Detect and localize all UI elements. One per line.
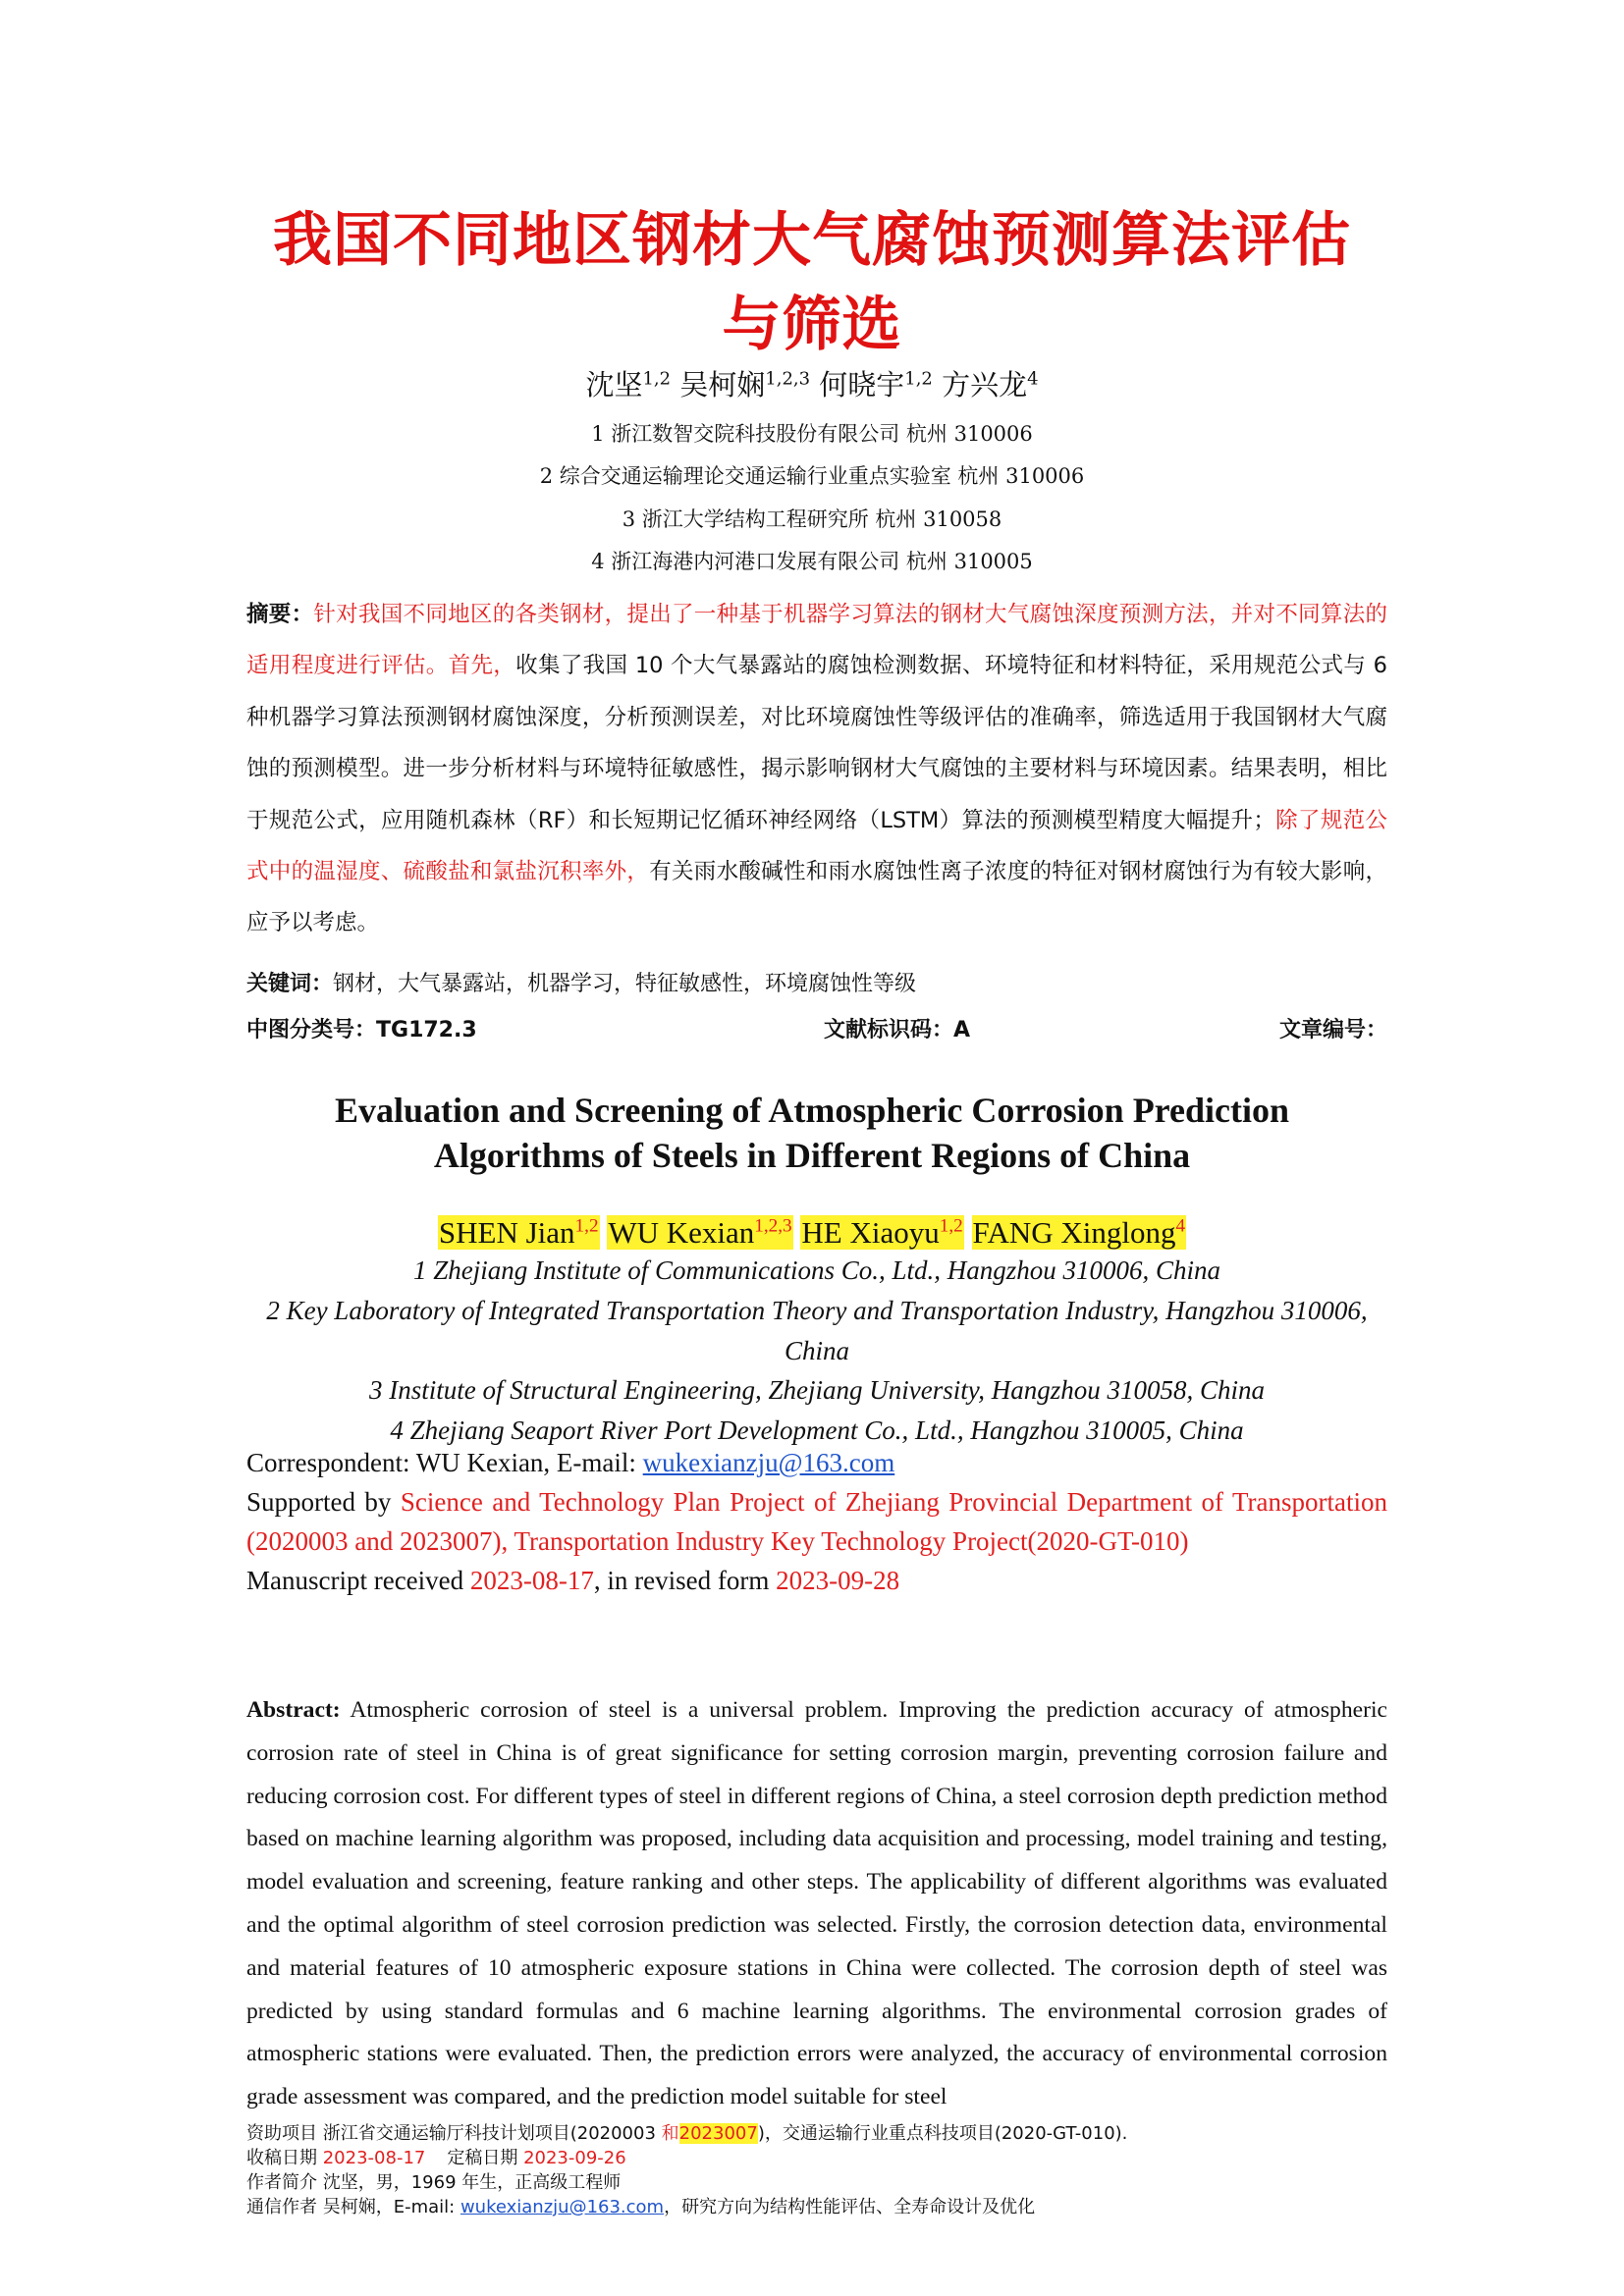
footnotes (246, 2121, 1387, 2219)
dates-footnote (246, 2146, 1387, 2170)
classification-row (246, 1011, 1387, 1050)
cn-author: 吴柯娴 (679, 368, 766, 401)
received-date-cn: 2023-08-17 (322, 2148, 426, 2168)
author-bio-footnote: 作者简介 沈坚，男，1969 年生，正高级工程师 (246, 2172, 622, 2193)
en-abstract-label: Abstract: (246, 1697, 341, 1723)
cn-affiliation: 1 浙江数智交院科技股份有限公司 杭州 310006 (591, 422, 1033, 446)
en-author (800, 1215, 963, 1250)
en-affiliation: 1 Zhejiang Institute of Communications Co., Ltd., Hangzhou 310006, China (412, 1255, 1221, 1285)
cn-abstract-red-text: 除了规范公式中的温湿度、硫酸盐和氯盐沉积率外， (246, 807, 1387, 885)
funding-number: 2023007 (678, 2123, 758, 2144)
cn-author: 何晓宇 (819, 368, 905, 401)
cn-title-line2: 与筛选 (722, 291, 902, 359)
manuscript-dates (246, 1561, 1387, 1600)
cn-title-line1: 我国不同地区钢材大气腐蚀预测算法评估 (273, 206, 1351, 275)
en-title (147, 1088, 1477, 1178)
corresponding-footnote (246, 2195, 1387, 2219)
en-author-name: SHEN Jian (438, 1215, 575, 1250)
document-code: 文献标识码：A (824, 1018, 971, 1042)
funding-prefix: 资助项目 浙江省交通运输厅科技计划项目(2020003 (246, 2123, 662, 2144)
cn-keywords (246, 965, 1387, 1004)
en-title-line2: Algorithms of Steels in Different Regions of China (433, 1136, 1191, 1175)
correspondent-line (246, 1443, 1387, 1482)
en-title-line1: Evaluation and Screening of Atmospheric Corrosion Prediction (334, 1091, 1290, 1130)
en-affiliation: 3 Institute of Structural Engineering, Zhejiang University, Hangzhou 310058, China (369, 1375, 1265, 1406)
funding-text: Science and Technology Plan Project of Zhejiang Provincial Department of Transportation (2020003 and 2023007), Transportation Industry Key Technology Project(2020-GT-010) (246, 1487, 1387, 1556)
corr-prefix: 通信作者 吴柯娴，E-mail: (246, 2197, 460, 2217)
en-abstract (246, 1689, 1387, 2119)
en-author-aff: 1,2,3 (754, 1215, 792, 1237)
supported-label: Supported by (246, 1487, 401, 1517)
cn-author-aff: 1,2,3 (765, 368, 811, 390)
en-author-name: FANG Xinglong (972, 1215, 1176, 1250)
clc-number: 中图分类号：TG172.3 (246, 1018, 477, 1042)
en-author-aff: 1,2 (574, 1215, 599, 1237)
corr-email-link[interactable]: wukexianzju@163.com (460, 2197, 665, 2217)
received-label-cn: 收稿日期 (246, 2148, 323, 2168)
en-author-name: WU Kexian (608, 1215, 755, 1250)
revised-date: 2023-09-28 (776, 1566, 900, 1595)
cn-affiliation: 4 浙江海港内河港口发展有限公司 杭州 310005 (591, 550, 1033, 573)
en-author (438, 1215, 600, 1250)
correspondent-label: Correspondent: WU Kexian, E-mail: (246, 1448, 643, 1477)
funding-and: 和 (661, 2123, 679, 2144)
cn-keywords-text: 钢材，大气暴露站，机器学习，特征敏感性，环境腐蚀性等级 (333, 972, 917, 996)
supported-line (246, 1482, 1387, 1561)
funding-footnote (246, 2121, 1387, 2146)
funding-suffix: )，交通运输行业重点科技项目(2020-GT-010). (757, 2123, 1128, 2144)
cn-author-aff: 1,2 (904, 368, 933, 390)
en-author-aff: 1,2 (939, 1215, 963, 1237)
en-author (607, 1215, 792, 1250)
en-abstract-text: Atmospheric corrosion of steel is a universal problem. Improving the prediction accuracy of atmospheric corrosion rate of steel in China is of great significance for setting corrosion margin, preventing corrosion failure and reducing corrosion cost. For different types of steel in different regions of China, a steel corrosion depth prediction method based on machine learning algorithm was proposed, including data acquisition and processing, model training and testing, model evaluation and screening, feature ranking and other steps. The applicability of different algorithms was evaluated and the optimal algorithm of steel corrosion prediction was selected. Firstly, the corrosion detection data, environmental and material features of 10 atmospheric exposure stations in China were collected. The corrosion depth of steel was predicted by using standard formulas and 6 machine learning algorithms. The environmental corrosion grades of atmospheric stations were evaluated. Then, the prediction errors were analyzed, the accuracy of environmental corrosion grade assessment was compared, and the prediction model suitable for steel (246, 1697, 1387, 2110)
cn-author-aff: 1,2 (642, 368, 672, 390)
en-author-list (147, 1212, 1477, 1254)
received-label: Manuscript received (246, 1566, 470, 1595)
cn-abstract-text: 有关雨水酸碱性和雨水腐蚀性离子浓度的特征对钢材腐蚀行为有较大影响，应予以考虑。 (246, 859, 1387, 936)
final-date-cn: 2023-09-26 (523, 2148, 626, 2168)
en-affiliation: 2 Key Laboratory of Integrated Transportation Theory and Transportation Industry, Hangzhou 310006, China (266, 1295, 1368, 1365)
cn-keywords-label: 关键词： (246, 972, 334, 996)
cn-abstract-red-text: 针对我国不同地区的各类钢材，提出了一种基于机器学习算法的钢材大气腐蚀深度预测方法，并对不同算法的适用程度进行评估。首先， (246, 602, 1387, 679)
cn-author-aff: 4 (1027, 368, 1039, 390)
en-affiliations (246, 1251, 1387, 1451)
cn-author: 沈坚 (585, 368, 643, 401)
final-label-cn: 定稿日期 (447, 2148, 524, 2168)
revised-label: , in revised form (593, 1566, 777, 1595)
en-affiliation: 4 Zhejiang Seaport River Port Development Co., Ltd., Hangzhou 310005, China (390, 1415, 1244, 1446)
corr-suffix: ，研究方向为结构性能评估、全寿命设计及优化 (664, 2197, 1036, 2217)
en-author (972, 1215, 1187, 1250)
cn-abstract-label: 摘要： (246, 602, 314, 627)
cn-abstract (246, 589, 1387, 949)
article-number: 文章编号： (1278, 1018, 1387, 1042)
correspondent-email-link[interactable]: wukexianzju@163.com (642, 1448, 895, 1477)
en-author-name: HE Xiaoyu (801, 1215, 940, 1250)
received-date: 2023-08-17 (469, 1566, 594, 1595)
cn-author-list (147, 365, 1477, 404)
cn-author: 方兴龙 (942, 368, 1028, 401)
en-author-aff: 4 (1175, 1215, 1186, 1237)
en-article-info (246, 1443, 1387, 1600)
cn-affiliation: 2 综合交通运输理论交通运输行业重点实验室 杭州 310006 (539, 464, 1085, 488)
cn-affiliation: 3 浙江大学结构工程研究所 杭州 310058 (622, 507, 1002, 531)
cn-abstract-text: 收集了我国 10 个大气暴露站的腐蚀检测数据、环境特征和材料特征，采用规范公式与 6 种机器学习算法预测钢材腐蚀深度，分析预测误差，对比环境腐蚀性等级评估的准确率，筛选适用于我国钢材大气腐蚀的预测模型。进一步分析材料与环境特征敏感性，揭示影响钢材大气腐蚀的主要材料与环境因素。结果表明，相比于规范公式，应用随机森林（RF）和长短期记忆循环神经网络（LSTM）算法的预测模型精度大幅提升； (246, 653, 1387, 833)
